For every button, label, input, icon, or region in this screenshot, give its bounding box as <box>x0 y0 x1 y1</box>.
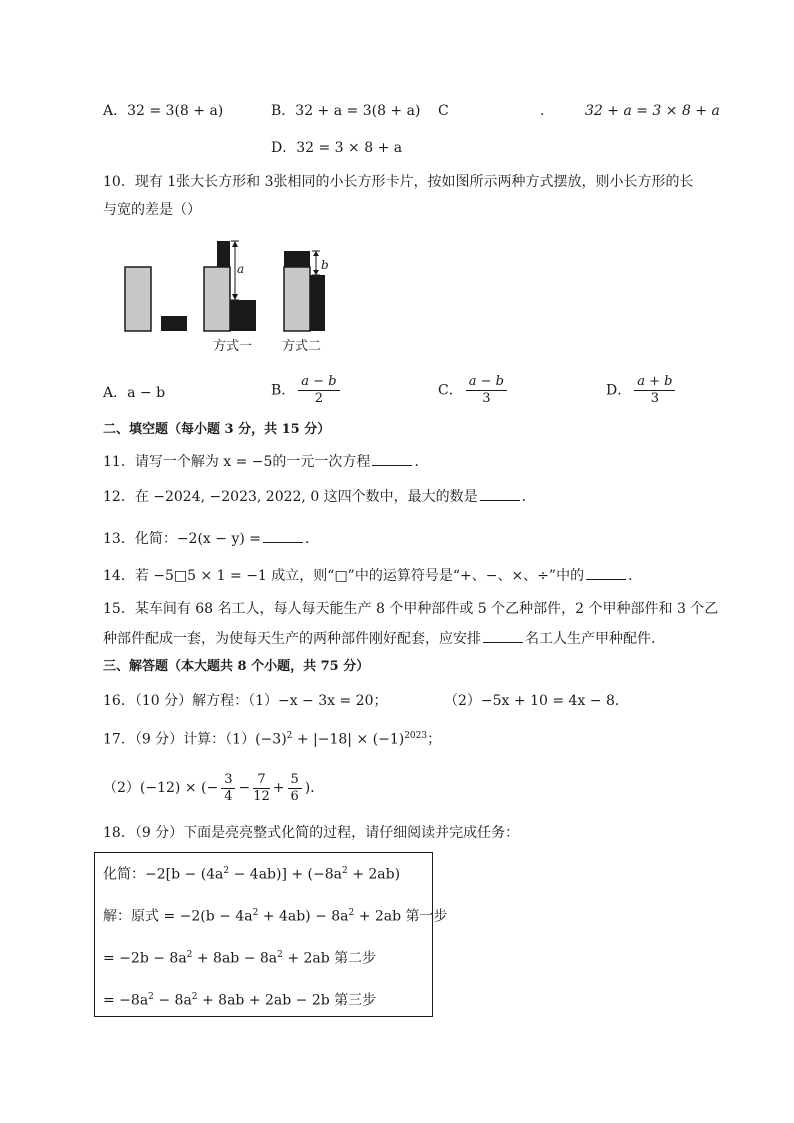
q10-option-a: A．a − b <box>103 385 166 401</box>
q18-line2: 解：原式 = $-2(b - 4a^2 + 4ab) - 8a^2 + 2ab$ 第一步 <box>103 908 448 925</box>
small-rectangle <box>161 316 187 331</box>
q14-answer-blank[interactable] <box>586 565 626 580</box>
q14: 14．若 −5□5 × 1 = −1 成立，则“□”中的运算符号是“+、−、×、÷”中的 ． <box>103 565 642 586</box>
q10-figure <box>120 235 340 360</box>
q10-stem-line2: 与宽的差是（） <box>103 202 201 218</box>
method2-small-rect-right <box>310 275 325 331</box>
section-fill-blank-heading: 二、填空题（每小题 3 分，共 15 分） <box>103 422 331 437</box>
q17-part2: （2）(−12) × (− $\frac{3}{4}$ − $\frac{7}{12}$ + $\frac{5}{6}$ )． <box>103 771 325 804</box>
q18-line4: = $-8a^2 - 8a^2 + 8ab + 2ab - 2b$ 第三步 <box>103 992 377 1009</box>
q18-line3: = $-2b - 8a^2 + 8ab - 8a^2 + 2ab$ 第二步 <box>103 950 377 967</box>
q16-part2: （2）−5x + 10 = 4x − 8． <box>444 693 629 709</box>
q10-option-d: D． $\frac{a + b}{3}$ <box>606 374 678 407</box>
method1-big-rectangle <box>204 267 230 331</box>
method1-small-rect-right <box>230 300 256 331</box>
q9-option-c-dot: . <box>540 103 545 119</box>
q12-answer-blank[interactable] <box>480 486 520 501</box>
q9-option-d: D．32 = 3 × 8 + a <box>271 140 403 156</box>
method1-small-rect-top <box>217 241 230 267</box>
q10-stem-line1: 10．现有 1张大长方形和 3张相同的小长方形卡片，按如图所示两种方式摆放，则小长方形的长 <box>103 174 694 190</box>
caption-method1: 方式一 <box>213 339 253 354</box>
q17-part1: 17．（9 分）计算：$(1)(-3)^2 + |-18| \times (-1)^{2023}$； <box>103 731 442 748</box>
q15-answer-blank[interactable] <box>483 628 523 643</box>
q11: 11．请写一个解为 x = −5的一元一次方程 ． <box>103 451 428 472</box>
label-a: a <box>237 262 245 276</box>
q18-intro: 18．（9 分）下面是亮亮整式化简的过程，请仔细阅读并完成任务： <box>103 825 520 841</box>
q9-option-c-expr: 32 + a = 3 × 8 + a <box>585 103 720 119</box>
q16-part1: 16．（10 分）解方程：（1）−x − 3x = 20； <box>103 693 388 709</box>
q13: 13．化简：−2(x − y) = ． <box>103 528 319 549</box>
q15-line2: 种部件配成一套，为使每天生产的两种部件刚好配套，应安排 名工人生产甲种配件． <box>103 628 665 649</box>
q15-line1: 15．某车间有 68 名工人，每人每天能生产 8 个甲种部件或 5 个乙种部件，2 个甲种部件和 3 个乙 <box>103 601 719 617</box>
big-rectangle <box>125 267 151 331</box>
section-solution-heading: 三、解答题（本大题共 8 个小题，共 75 分） <box>103 659 370 674</box>
q9-option-b: B．32 + a = 3(8 + a) <box>271 103 421 119</box>
q10-option-c: C． $\frac{a - b}{3}$ <box>438 374 510 407</box>
q9-option-a: A．32 = 3(8 + a) <box>103 103 224 119</box>
q10-option-b: B． $\frac{a - b}{2}$ <box>271 374 343 407</box>
label-b: b <box>321 258 329 272</box>
caption-method2: 方式二 <box>282 339 322 354</box>
q12: 12．在 −2024, −2023, 2022, 0 这四个数中，最大的数是 ． <box>103 486 536 507</box>
q11-answer-blank[interactable] <box>372 451 412 466</box>
method2-small-rect-top <box>284 251 310 267</box>
q13-answer-blank[interactable] <box>263 528 303 543</box>
q9-option-c-label: C <box>438 103 449 119</box>
method2-big-rectangle <box>284 267 310 331</box>
q18-line1: 化简：$-2[b - (4a^2 - 4ab)] + (-8a^2 + 2ab)$ <box>103 866 401 883</box>
